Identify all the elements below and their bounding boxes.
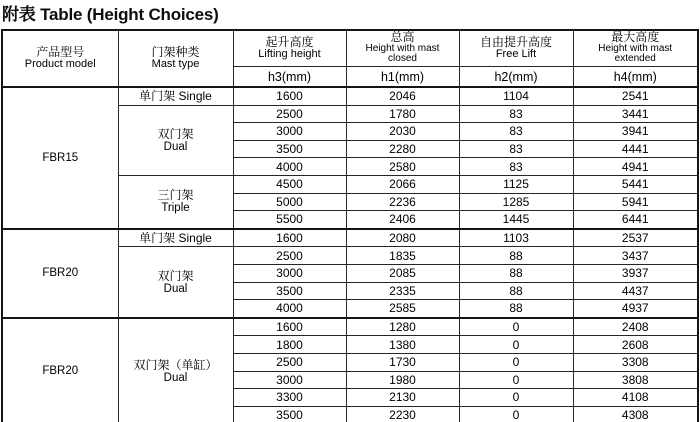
h3-value-cell: 2500 bbox=[233, 353, 346, 371]
h3-value-cell: 3000 bbox=[233, 264, 346, 282]
h4-value-cell: 4308 bbox=[573, 406, 698, 422]
table-body bbox=[2, 87, 698, 422]
h2-value-cell: 88 bbox=[459, 247, 573, 265]
h3-value-cell: 1800 bbox=[233, 336, 346, 354]
h3-value-cell: 3300 bbox=[233, 389, 346, 407]
h2-value-cell: 83 bbox=[459, 158, 573, 176]
h1-value-cell: 1980 bbox=[346, 371, 459, 389]
h4-value-cell: 4437 bbox=[573, 282, 698, 300]
h3-value-cell: 1600 bbox=[233, 318, 346, 336]
h1-value-cell: 2085 bbox=[346, 264, 459, 282]
mast-type-en: Dual bbox=[163, 140, 188, 153]
h1-value-cell: 2580 bbox=[346, 158, 459, 176]
mast-type-cell bbox=[118, 105, 233, 175]
page-title: 附表 Table (Height Choices) bbox=[2, 5, 219, 24]
h4-value-cell: 3308 bbox=[573, 353, 698, 371]
h3-value-cell: 5000 bbox=[233, 193, 346, 211]
mast-type-zh: 单门架 Single bbox=[139, 231, 212, 246]
h3-value-cell: 3500 bbox=[233, 140, 346, 158]
h2-value-cell: 1445 bbox=[459, 211, 573, 229]
header-free-lift bbox=[459, 30, 573, 67]
h2-value-cell: 0 bbox=[459, 371, 573, 389]
h1-value-cell: 1780 bbox=[346, 105, 459, 123]
header-mast-closed-en: Height with mast closed bbox=[365, 43, 440, 64]
mast-type-en: Dual bbox=[163, 371, 188, 384]
h1-value-cell: 2230 bbox=[346, 406, 459, 422]
mast-type-zh: 双门架（单缸） bbox=[133, 357, 218, 372]
h3-value-cell: 1600 bbox=[233, 229, 346, 247]
header-mast-type-en: Mast type bbox=[151, 58, 200, 71]
h3-value-cell: 2500 bbox=[233, 247, 346, 265]
table-row bbox=[2, 229, 698, 247]
h1-value-cell: 2280 bbox=[346, 140, 459, 158]
h2-value-cell: 88 bbox=[459, 282, 573, 300]
h2-value-cell: 83 bbox=[459, 105, 573, 123]
h3-value-cell: 2500 bbox=[233, 105, 346, 123]
h4-value-cell: 4441 bbox=[573, 140, 698, 158]
h4-value-cell: 4941 bbox=[573, 158, 698, 176]
h4-value-cell: 6441 bbox=[573, 211, 698, 229]
h1-value-cell: 2130 bbox=[346, 389, 459, 407]
mast-type-cell bbox=[118, 229, 233, 247]
header-free-lift-zh: 自由提升高度 bbox=[479, 35, 552, 50]
h2-value-cell: 0 bbox=[459, 353, 573, 371]
h4-value-cell: 4108 bbox=[573, 389, 698, 407]
h1-value-cell: 1730 bbox=[346, 353, 459, 371]
h1-value-cell: 2236 bbox=[346, 193, 459, 211]
subheader-h4: h4(mm) bbox=[573, 67, 698, 88]
mast-type-en: Dual bbox=[163, 282, 188, 295]
h3-value-cell: 4500 bbox=[233, 175, 346, 193]
h2-value-cell: 1285 bbox=[459, 193, 573, 211]
product-model-cell: FBR15 bbox=[2, 87, 118, 229]
subheader-h1: h1(mm) bbox=[346, 67, 459, 88]
header-lifting-height-zh: 起升高度 bbox=[265, 35, 314, 50]
h2-value-cell: 0 bbox=[459, 406, 573, 422]
mast-type-cell bbox=[118, 247, 233, 318]
h1-value-cell: 2030 bbox=[346, 123, 459, 141]
mast-type-zh: 单门架 Single bbox=[139, 89, 212, 104]
header-product-model-en: Product model bbox=[24, 58, 96, 71]
h1-value-cell: 2066 bbox=[346, 175, 459, 193]
h4-value-cell: 2541 bbox=[573, 87, 698, 105]
h2-value-cell: 88 bbox=[459, 264, 573, 282]
header-mast-extended-en: Height with mast extended bbox=[598, 43, 673, 64]
header-free-lift-en: Free Lift bbox=[495, 48, 537, 61]
product-model-cell: FBR20 bbox=[2, 229, 118, 318]
h2-value-cell: 1125 bbox=[459, 175, 573, 193]
h1-value-cell: 2585 bbox=[346, 300, 459, 318]
mast-type-zh: 双门架 bbox=[157, 268, 194, 283]
header-lifting-height bbox=[233, 30, 346, 67]
subheader-h2: h2(mm) bbox=[459, 67, 573, 88]
h1-value-cell: 2406 bbox=[346, 211, 459, 229]
header-row-main bbox=[2, 30, 698, 67]
h1-value-cell: 2046 bbox=[346, 87, 459, 105]
header-mast-extended bbox=[573, 30, 698, 67]
mast-type-cell bbox=[118, 175, 233, 228]
mast-type-zh: 三门架 bbox=[157, 188, 194, 203]
header-mast-type bbox=[118, 30, 233, 87]
h4-value-cell: 5941 bbox=[573, 193, 698, 211]
header-mast-closed bbox=[346, 30, 459, 67]
h1-value-cell: 2080 bbox=[346, 229, 459, 247]
h4-value-cell: 5441 bbox=[573, 175, 698, 193]
height-choices-table bbox=[1, 29, 699, 422]
h2-value-cell: 1103 bbox=[459, 229, 573, 247]
h4-value-cell: 2408 bbox=[573, 318, 698, 336]
h3-value-cell: 3500 bbox=[233, 406, 346, 422]
h3-value-cell: 5500 bbox=[233, 211, 346, 229]
h1-value-cell: 1835 bbox=[346, 247, 459, 265]
h2-value-cell: 0 bbox=[459, 336, 573, 354]
table-row bbox=[2, 87, 698, 105]
mast-type-cell bbox=[118, 87, 233, 105]
h2-value-cell: 88 bbox=[459, 300, 573, 318]
h2-value-cell: 0 bbox=[459, 389, 573, 407]
h2-value-cell: 1104 bbox=[459, 87, 573, 105]
h4-value-cell: 3941 bbox=[573, 123, 698, 141]
mast-type-zh: 双门架 bbox=[157, 126, 194, 141]
h2-value-cell: 83 bbox=[459, 123, 573, 141]
header-mast-type-zh: 门架种类 bbox=[151, 45, 200, 60]
h4-value-cell: 3441 bbox=[573, 105, 698, 123]
h3-value-cell: 3500 bbox=[233, 282, 346, 300]
mast-type-cell bbox=[118, 318, 233, 422]
h3-value-cell: 1600 bbox=[233, 87, 346, 105]
header-product-model-zh: 产品型号 bbox=[36, 45, 85, 60]
h4-value-cell: 3437 bbox=[573, 247, 698, 265]
table-row bbox=[2, 318, 698, 336]
h3-value-cell: 4000 bbox=[233, 300, 346, 318]
subheader-h3: h3(mm) bbox=[233, 67, 346, 88]
h4-value-cell: 3937 bbox=[573, 264, 698, 282]
header-mast-closed-zh: 总高 bbox=[390, 30, 415, 44]
h2-value-cell: 83 bbox=[459, 140, 573, 158]
h2-value-cell: 0 bbox=[459, 318, 573, 336]
h3-value-cell: 4000 bbox=[233, 158, 346, 176]
mast-type-en: Triple bbox=[161, 202, 190, 215]
header-mast-extended-zh: 最大高度 bbox=[611, 30, 660, 44]
h1-value-cell: 2335 bbox=[346, 282, 459, 300]
h3-value-cell: 3000 bbox=[233, 371, 346, 389]
h3-value-cell: 3000 bbox=[233, 123, 346, 141]
h1-value-cell: 1280 bbox=[346, 318, 459, 336]
header-product-model bbox=[2, 30, 118, 87]
header-lifting-height-en: Lifting height bbox=[258, 48, 321, 61]
product-model-cell: FBR20 bbox=[2, 318, 118, 422]
h4-value-cell: 2537 bbox=[573, 229, 698, 247]
h4-value-cell: 4937 bbox=[573, 300, 698, 318]
h4-value-cell: 3808 bbox=[573, 371, 698, 389]
h4-value-cell: 2608 bbox=[573, 336, 698, 354]
h1-value-cell: 1380 bbox=[346, 336, 459, 354]
